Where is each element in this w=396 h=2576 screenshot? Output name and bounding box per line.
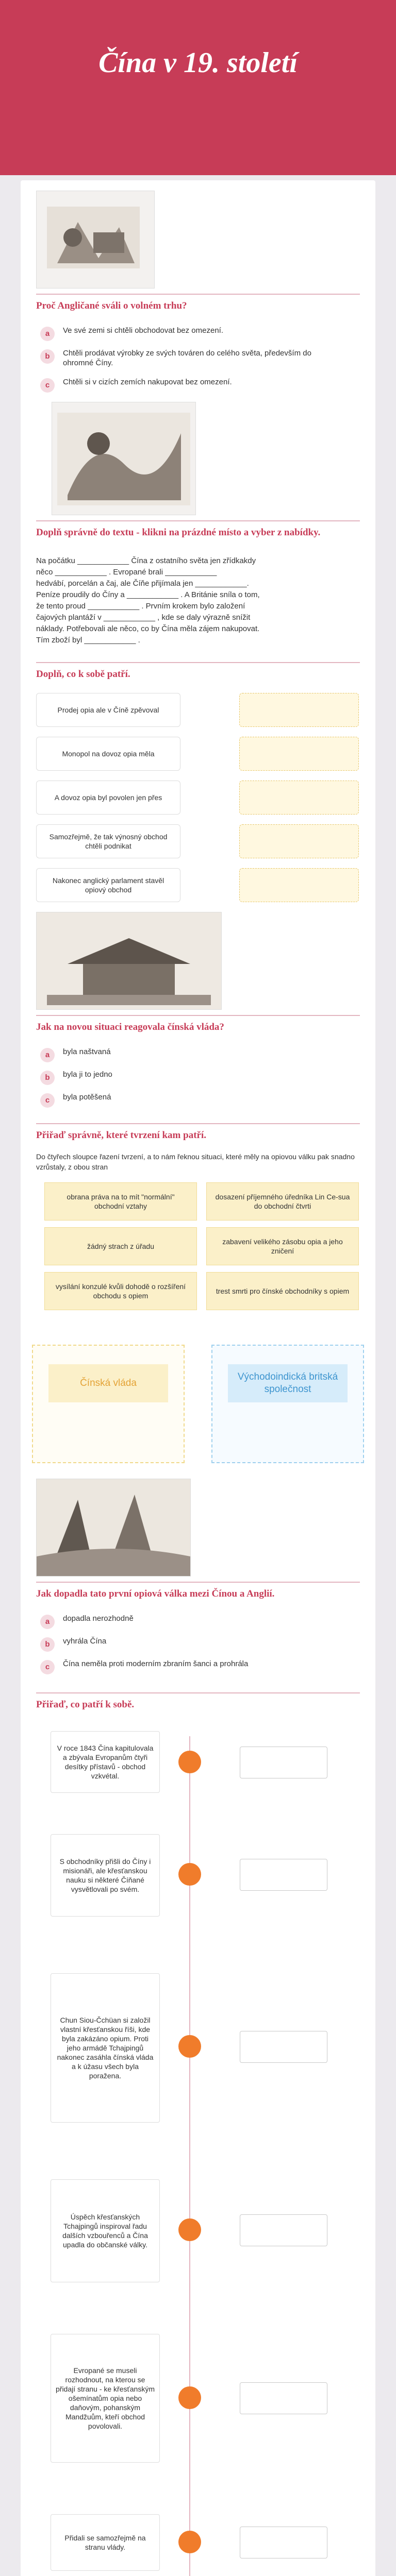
timeline-card[interactable]: Chun Siou-Čchüan si založil vlastní křesťanskou říši, kde byla zakázáno opium. Proti jeho armádě Tchajpingů nakonec zasáhla čínská vláda a k úžasu všech byla poražena. [51, 1973, 160, 2123]
option-letter: b [40, 1071, 55, 1085]
timeline-card[interactable]: Evropané se museli rozhodnout, na kterou se přidají stranu - ke křesťanským ošemínatům opia nebo daňovým, pohanským Mandžuům, kteří obchod povolovali. [51, 2334, 160, 2463]
q2-line[interactable]: čajových plantáží v ____________ , kde se daly výrazně snížit [36, 613, 251, 622]
q5-tile[interactable]: dosazení příjemného úředníka Lin Ce-sua do obchodní čtvrti [206, 1182, 359, 1221]
question-4-title: Jak na novou situaci reagovala čínská vláda? [36, 1022, 224, 1032]
timeline-card[interactable]: S obchodníky přišli do Číny i misionáři, ale křesťanskou nauku si některé Číňané vysvětlovali po svém. [51, 1834, 160, 1917]
q2-paragraph [36, 555, 360, 648]
option-letter: c [40, 378, 55, 393]
q1-option-c[interactable] [36, 375, 360, 396]
timeline-rail [189, 1736, 190, 2576]
question-5-title: Přiřaď správně, které tvrzení kam patří. [36, 1130, 206, 1141]
divider [36, 1015, 360, 1016]
illustration-tea-trade [52, 402, 196, 515]
illustration-opium-war [36, 1479, 191, 1577]
timeline-answer-slot[interactable] [240, 2214, 327, 2246]
q3-drop-slot[interactable] [239, 781, 359, 815]
q1-option-a[interactable] [36, 324, 360, 344]
q3-item[interactable]: Nakonec anglický parlament stavěl opiový obchod [36, 868, 180, 902]
q3-item[interactable]: Prodej opia ale v Číně zpěvoval [36, 693, 180, 727]
option-letter: c [40, 1660, 55, 1674]
q4-option-a[interactable] [36, 1045, 360, 1065]
q5-tile[interactable]: trest smrti pro čínské obchodníky s opiem [206, 1272, 359, 1310]
question-1-title: Proč Angličané sváli o volném trhu? [36, 300, 187, 311]
timeline-node[interactable] [178, 2386, 201, 2409]
option-text: byla ji to jedno [63, 1070, 112, 1079]
q3-drop-slot[interactable] [239, 737, 359, 771]
timeline-answer-slot[interactable] [240, 2527, 327, 2558]
page-title: Čína v 19. století [98, 47, 298, 79]
timeline-node[interactable] [178, 2035, 201, 2058]
q3-drop-slot[interactable] [239, 693, 359, 727]
timeline-answer-slot[interactable] [240, 1859, 327, 1891]
q2-line[interactable]: něco ____________ . Evropané brali ____________ [36, 568, 217, 577]
q5-tile[interactable]: žádný strach z úřadu [44, 1227, 197, 1265]
timeline-node[interactable] [178, 2218, 201, 2241]
divider [36, 662, 360, 663]
illustration-chinese-palace [36, 912, 222, 1010]
option-letter: b [40, 1637, 55, 1652]
timeline-card[interactable]: Úspěch křesťanských Tchajpingů inspiroval řadu dalších vzbouřenců a Čína upadla do občanské války. [51, 2179, 160, 2282]
q1-option-b[interactable] [36, 346, 360, 367]
q2-line[interactable]: Na počátku ____________ Čína z ostatního světa jen zřídkakdy [36, 556, 256, 565]
timeline-card[interactable]: V roce 1843 Čína kapitulovala a zbývala Evropanům čtyři desítky přístavů - obchod vzkvétal. [51, 1731, 160, 1793]
divider [36, 1692, 360, 1693]
q5-tile[interactable]: vysílání konzulé kvůli dohodě o rozšíření obchodu s opiem [44, 1272, 197, 1310]
bucket-label: Východoindická britská společnost [228, 1364, 348, 1402]
option-text: vyhrála Čína [63, 1637, 107, 1646]
q2-line: náklady. Potřebovali ale něco, co by Čína měla zájem nakupovat. [36, 624, 260, 633]
timeline-card[interactable]: Přidali se samozřejmě na stranu vlády. [51, 2514, 160, 2571]
q4-option-c[interactable] [36, 1090, 360, 1111]
q3-drop-slot[interactable] [239, 868, 359, 902]
option-text: Ve své zemi si chtěli obchodovat bez omezení. [63, 326, 224, 335]
q3-item[interactable]: Samozřejmě, že tak výnosný obchod chtěli podnikat [36, 824, 180, 858]
q6-option-a[interactable] [36, 1612, 360, 1632]
timeline-node[interactable] [178, 1751, 201, 1773]
option-text: byla potěšená [63, 1093, 111, 1101]
option-text: Chtěli si v cizích zemích nakupovat bez omezení. [63, 378, 232, 386]
q2-line[interactable]: hedvábí, porcelán a čaj, ale Číňe přijímala jen ____________. [36, 579, 249, 588]
divider [36, 294, 360, 295]
q5-instruction: Do čtyřech sloupce řazení tvrzení, a to nám řeknou situaci, které měly na opiovou válku pak snadno vzrůstaly, z obou stran [36, 1153, 355, 1171]
bucket-label: Čínská vláda [48, 1364, 168, 1402]
option-text: Čína neměla proti moderním zbraním šanci a prohrála [63, 1659, 249, 1668]
option-letter: a [40, 327, 55, 341]
question-6-title: Jak dopadla tato první opiová válka mezi Čínou a Anglií. [36, 1588, 275, 1599]
q3-item[interactable]: A dovoz opia byl povolen jen přes [36, 781, 180, 815]
divider [36, 1582, 360, 1583]
q6-option-b[interactable] [36, 1634, 360, 1655]
question-7-title: Přiřaď, co patří k sobě. [36, 1699, 135, 1710]
q3-drop-slot[interactable] [239, 824, 359, 858]
divider [36, 520, 360, 521]
hero-banner [0, 0, 396, 175]
q5-tile[interactable]: obrana práva na to mít "normální" obchodní vztahy [44, 1182, 197, 1221]
q2-line[interactable]: Peníze proudily do Číny a ____________ . A Británie sníla o tom, [36, 590, 260, 599]
q6-option-c[interactable] [36, 1657, 360, 1677]
q3-item[interactable]: Monopol na dovoz opia měla [36, 737, 180, 771]
divider [36, 1123, 360, 1124]
question-2-title: Doplň správně do textu - klikni na prázdné místo a vyber z nabídky. [36, 527, 321, 538]
q2-line[interactable]: Tím zboží byl ____________ . [36, 636, 140, 645]
option-text: dopadla nerozhodně [63, 1614, 134, 1623]
timeline-answer-slot[interactable] [240, 1747, 327, 1778]
q2-line[interactable]: že tento proud ____________ . Prvním krokem bylo založení [36, 602, 245, 611]
timeline-answer-slot[interactable] [240, 2382, 327, 2414]
option-letter: a [40, 1615, 55, 1629]
option-letter: b [40, 349, 55, 364]
option-text: Chtěli prodávat výrobky ze svých továren do celého světa, především do ohromné Číny. [63, 349, 311, 367]
bucket-chinese-government[interactable] [32, 1345, 185, 1463]
bucket-east-india-company[interactable] [211, 1345, 364, 1463]
timeline-node[interactable] [178, 2531, 201, 2553]
option-text: byla naštvaná [63, 1047, 111, 1056]
illustration-ship-sketch [36, 191, 155, 289]
option-letter: c [40, 1093, 55, 1108]
option-letter: a [40, 1048, 55, 1062]
q4-option-b[interactable] [36, 1067, 360, 1088]
worksheet-card [21, 180, 375, 2576]
timeline-node[interactable] [178, 1863, 201, 1886]
timeline-answer-slot[interactable] [240, 2031, 327, 2063]
q5-tile[interactable]: zabavení velikého zásobu opia a jeho zničení [206, 1227, 359, 1265]
question-3-title: Doplň, co k sobě patří. [36, 669, 130, 680]
